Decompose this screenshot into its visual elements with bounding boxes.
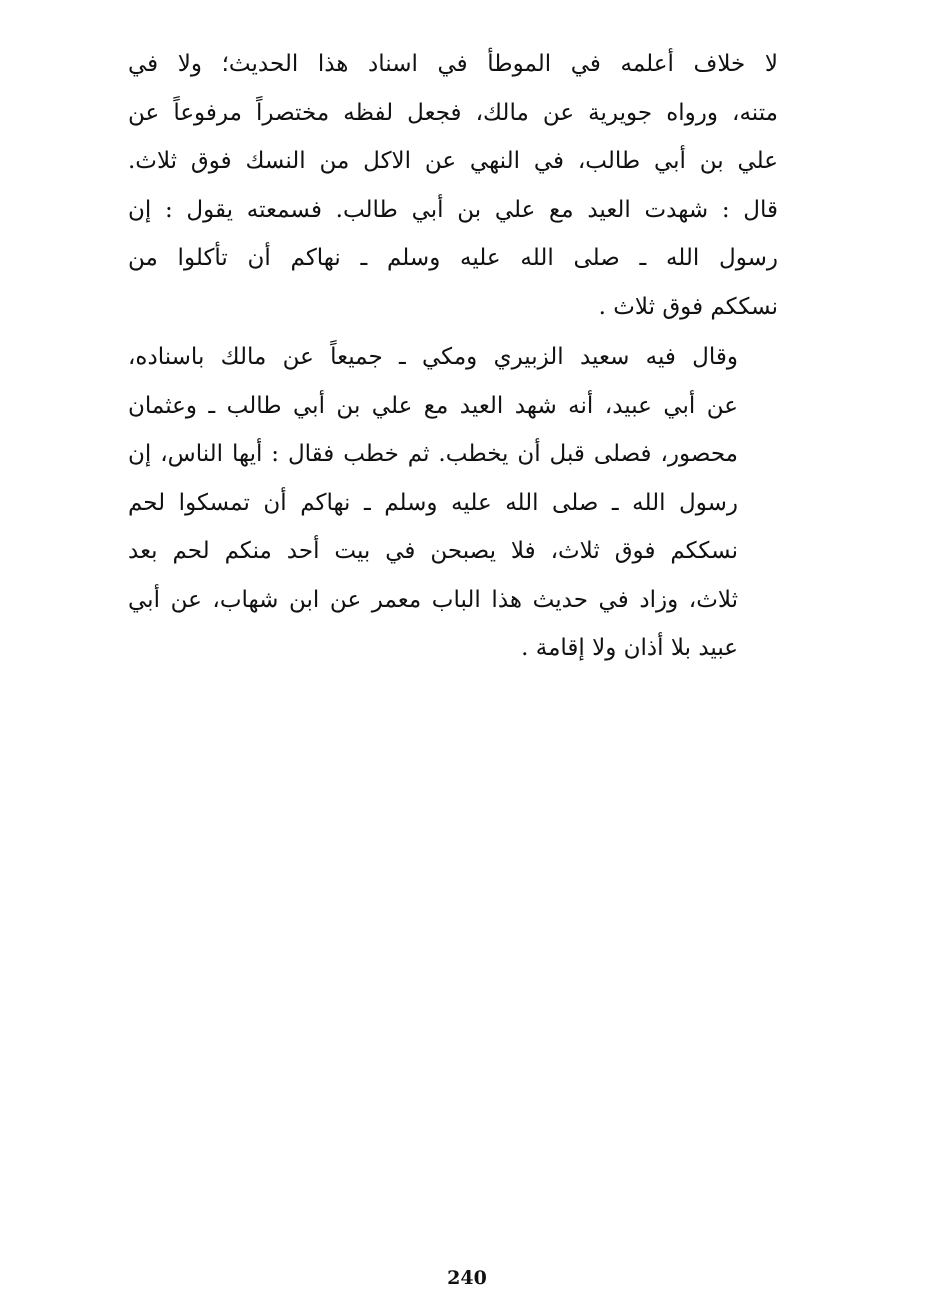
paragraph-2-line-6: ثلاث، وزاد في حديث هذا الباب معمر عن ابن شهاب، عن أبي <box>128 586 738 613</box>
paragraph-1-line-5: رسول الله ـ صلى الله عليه وسلم ـ نهاكم أن تأكلوا من <box>128 245 778 271</box>
paragraph-1-line-4: قال : شهدت العيد مع علي بن أبي طالب. فسمعته يقول : إن <box>128 196 778 223</box>
paragraph-1-line-6: نسككم فوق ثلاث . <box>598 293 778 320</box>
paragraph-2 <box>128 333 778 673</box>
paragraph-2-line-7: عبيد بلا أذان ولا إقامة . <box>521 635 738 661</box>
paragraph-2-line-5: نسككم فوق ثلاث، فلا يصبحن في بيت أحد منكم لحم بعد <box>128 538 738 564</box>
paragraph-2-line-1: وقال فيه سعيد الزبيري ومكي ـ جميعاً عن مالك باسناده، <box>128 344 738 370</box>
paragraph-1-line-1: لا خلاف أعلمه في الموطأ في اسناد هذا الحديث؛ ولا في <box>128 51 778 77</box>
paragraph-2-line-3: محصور، فصلى قبل أن يخطب. ثم خطب فقال : أيها الناس، إن <box>128 441 738 467</box>
paragraph-1 <box>128 40 778 331</box>
paragraph-1-line-3: علي بن أبي طالب، في النهي عن الاكل من النسك فوق ثلاث. <box>128 148 778 174</box>
paragraph-1-line-2: متنه، ورواه جويرية عن مالك، فجعل لفظه مختصراً مرفوعاً عن <box>128 99 778 126</box>
page-number: 240 <box>447 1267 487 1289</box>
paragraph-2-line-4: رسول الله ـ صلى الله عليه وسلم ـ نهاكم أن تمسكوا لحم <box>128 489 738 516</box>
paragraph-2-line-2: عن أبي عبيد، أنه شهد العيد مع علي بن أبي طالب ـ وعثمان <box>128 392 738 419</box>
